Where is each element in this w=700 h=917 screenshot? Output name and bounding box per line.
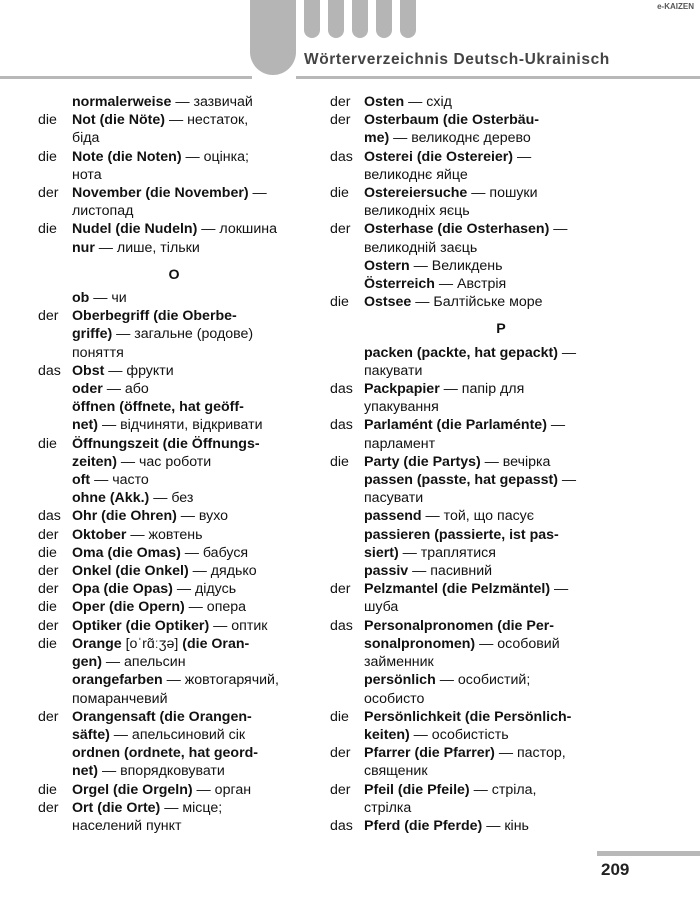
article: die [38,112,57,129]
dictionary-entry-line [330,220,672,238]
dictionary-entry-line [38,507,310,525]
translation: пасувати [364,490,424,507]
translation: — місце; [160,799,223,816]
article: die [38,221,57,238]
dictionary-entry-line [330,184,672,202]
dictionary-entry-line [330,653,672,671]
headword: Ostsee [364,294,412,311]
headword: ordnen (ordnete, hat geord- [72,745,259,762]
headword: griffe) [72,326,113,343]
translation: — той, що пасує [421,508,535,525]
dictionary-entry-line [38,617,310,635]
translation: — Австрія [434,276,507,293]
headword: orangefarben [72,672,163,689]
article: der [38,185,59,202]
headword: ohne (Akk.) [72,490,150,507]
dictionary-entry-line [38,762,310,780]
headword: nur [72,239,95,256]
headword: Pferd (die Pferde) [364,817,483,834]
headword: keiten) [364,726,410,743]
article: der [38,799,59,816]
translation: помаранчевий [72,690,168,707]
article: der [38,308,59,325]
dictionary-entry-line [330,202,672,220]
translation: — жовтогарячий, [162,672,279,689]
dictionary-entry-line [330,708,672,726]
dictionary-entry-line [38,781,310,799]
headword: Packpapier [364,381,440,398]
headword: Ohr (die Ohren) [72,508,177,525]
dictionary-entry-line [38,635,310,653]
dictionary-entry-line [38,671,310,689]
translation: — [549,221,568,238]
dictionary-entry-line [330,544,672,562]
dictionary-entry-line [330,362,672,380]
dictionary-entry-line [38,562,310,580]
translation: — [550,581,569,598]
headword: Pfarrer (die Pfarrer) [364,745,495,762]
dictionary-entry-line [330,435,672,453]
translation: — бабуся [180,544,249,561]
headword: net) [72,417,99,434]
dictionary-entry-line [330,799,672,817]
dictionary-column-right [330,93,672,835]
article: der [38,581,59,598]
translation: — дідусь [172,581,237,598]
translation: — опера [184,599,247,616]
dictionary-entry-line [38,653,310,671]
translation: — відчиняти, відкривати [98,417,263,434]
translation: — [557,344,577,361]
article: das [330,148,353,165]
article: der [38,526,59,543]
dictionary-entry-line [38,184,310,202]
headword: Oberbegriff (die Oberbe- [72,308,237,325]
dictionary-entry-line [38,111,310,129]
article: der [330,221,351,238]
dictionary-entry-line [330,526,672,544]
dictionary-entry-line [330,489,672,507]
dictionary-entry-line [330,671,672,689]
headword: Ostern [364,257,410,274]
translation: — пастор, [494,745,566,762]
translation: біда [72,130,100,147]
page-number: 209 [601,860,630,879]
translation: — [557,472,577,489]
headword: Osterei (die Ostereier) [364,148,514,165]
dictionary-entry-line [38,744,310,762]
header-stripe [352,0,368,38]
translation: — кінь [482,817,529,834]
translation: пакувати [364,362,423,379]
translation: священик [364,763,428,780]
translation: листопад [72,203,134,220]
article: das [330,817,353,834]
headword: Obst [72,362,105,379]
translation: великодніх яєць [364,203,470,220]
translation: — особистість [409,726,509,743]
article: die [38,599,57,616]
dictionary-entry-line [330,129,672,147]
dictionary-entry-line [38,129,310,147]
headword: ob [72,290,90,307]
translation: — стріла, [469,781,537,798]
dictionary-entry-line [38,799,310,817]
dictionary-entry-line [330,380,672,398]
translation: — вечірка [480,453,551,470]
headword: Personalpronomen (die Per- [364,617,554,634]
headword: Osterhase (die Osterhasen) [364,221,550,238]
translation: — папір для [439,381,525,398]
dictionary-entry-line [38,239,310,257]
dictionary-entry-line [330,507,672,525]
article: das [38,362,61,379]
headword: oder [72,381,103,398]
page-header [0,0,700,80]
dictionary-entry-line [330,690,672,708]
article: die [38,148,57,165]
dictionary-entry-line [330,257,672,275]
translation: великоднє яйце [364,166,468,183]
dictionary-column-left [38,93,310,835]
headword: Oper (die Opern) [72,599,185,616]
dictionary-entry-line [330,453,672,471]
header-stripe [328,0,344,38]
headword-plural: (die Oran- [182,635,250,652]
alphabet-letter-heading: O [168,266,180,283]
headword: öffnen (öffnete, hat geöff- [72,399,244,416]
article: die [330,185,349,202]
alphabet-letter-heading: P [496,321,506,338]
dictionary-entry-line [38,435,310,453]
translation: — [546,417,566,434]
dictionary-entry-line [38,580,310,598]
dictionary-entry-line [38,148,310,166]
article: die [330,453,349,470]
dictionary-entry-line [38,289,310,307]
translation: — пошуки [467,185,538,202]
headword: packen (packte, hat gepackt) [364,344,558,361]
dictionary-entry-line [330,275,672,293]
dictionary-entry-line [330,239,672,257]
translation: — час роботи [116,453,212,470]
article: der [38,563,59,580]
dictionary-entry-line [330,111,672,129]
translation: займенник [364,654,434,671]
translation: — Балтійське море [411,294,543,311]
translation: — жовтень [126,526,203,543]
article: der [330,781,351,798]
article: das [38,508,61,525]
headword: Osten [364,94,405,110]
article: die [38,635,57,652]
dictionary-entry-line [38,380,310,398]
translation: — чи [89,290,127,307]
dictionary-entry-line [38,489,310,507]
dictionary-entry-line [38,307,310,325]
article: die [38,544,57,561]
dictionary-entry-line [330,416,672,434]
article: der [330,745,351,762]
translation: — оптик [209,617,268,634]
dictionary-entry-line [330,293,672,311]
header-rule-right [296,76,700,79]
headword: Ostereiersuche [364,185,468,202]
headword: Opa (die Opas) [72,581,173,598]
headword: Note (die Noten) [72,148,182,165]
translation: населений пункт [72,817,182,834]
dictionary-entry-line [330,562,672,580]
translation: — оцінка; [181,148,249,165]
article: die [330,294,349,311]
dictionary-entry-line [38,526,310,544]
article: der [38,708,59,725]
dictionary-entry-line [38,325,310,343]
dictionary-entry-line [38,453,310,471]
headword: gen) [72,654,102,671]
dictionary-entry-line [38,726,310,744]
headword: Orangensaft (die Orangen- [72,708,252,725]
dictionary-entry-line [38,398,310,416]
translation: шуба [364,599,399,616]
dictionary-entry-line [330,471,672,489]
translation: нота [72,166,102,183]
translation: — або [102,381,149,398]
headword: Orange [72,635,122,652]
dictionary-entry-line [330,93,672,111]
dictionary-entry-line [330,617,672,635]
headword: Osterbaum (die Osterbäu- [364,112,540,129]
headword: säfte) [72,726,110,743]
dictionary-entry-line [330,635,672,653]
dictionary-entry-line [38,708,310,726]
translation: — нестаток, [165,112,249,129]
dictionary-entry-line [38,344,310,362]
headword: zeiten) [72,453,117,470]
dictionary-entry-line [330,398,672,416]
dictionary-entry-line [330,762,672,780]
headword: normalerweise [72,94,172,110]
headword: Party (die Partys) [364,453,481,470]
headword: Ort (die Orte) [72,799,161,816]
translation: — впорядковувати [98,763,225,780]
translation: — пасивний [408,563,493,580]
dictionary-entry-line [330,148,672,166]
headword: oft [72,472,91,489]
dictionary-entry-line [330,344,672,362]
translation: — [248,185,267,202]
headword: Onkel (die Onkel) [72,563,189,580]
header-tab-shape [250,0,296,75]
header-stripe [376,0,392,38]
header-stripe [400,0,416,38]
headword: siert) [364,544,399,561]
article: das [330,417,353,434]
dictionary-entry-line [38,690,310,708]
translation: — дядько [188,563,257,580]
translation: — траплятися [398,544,496,561]
headword: Pelzmantel (die Pelzmäntel) [364,581,551,598]
article: die [38,781,57,798]
translation: поняття [72,344,124,361]
article: der [38,617,59,634]
headword: me) [364,130,390,147]
dictionary-entry-line [330,817,672,835]
article: der [330,581,351,598]
headword: Not (die Nöte) [72,112,165,129]
header-stripe [304,0,320,38]
headword: passen (passte, hat gepasst) [364,472,558,489]
headword: Optiker (die Optiker) [72,617,210,634]
header-rule-left [0,76,252,79]
publisher-logo: e-KAIZEN [657,2,694,11]
dictionary-entry-line [330,166,672,184]
headword: November (die November) [72,185,249,202]
translation: упакування [364,399,439,416]
translation: — лише, тільки [94,239,200,256]
translation: — часто [90,472,149,489]
headword: passiv [364,563,409,580]
dictionary-entry-line [38,362,310,380]
pronunciation: [oˈrɑ̃ːʒə] [121,635,183,652]
section-title: Wörterverzeichnis Deutsch-Ukrainisch [304,51,610,68]
article: der [330,94,351,110]
translation: — локшина [197,221,277,238]
headword: Oktober [72,526,127,543]
headword: persönlich [364,672,436,689]
dictionary-entry-line [38,202,310,220]
translation: — орган [192,781,252,798]
translation: — Великдень [409,257,503,274]
headword: net) [72,763,99,780]
headword: Pfeil (die Pfeile) [364,781,470,798]
translation: — апельсиновий сік [109,726,246,743]
translation: — апельсин [101,654,186,671]
dictionary-entry-line [38,817,310,835]
translation: — зазвичай [171,94,253,110]
headword: Orgel (die Orgeln) [72,781,193,798]
dictionary-entry-line [38,471,310,489]
dictionary-entry-line [38,93,310,111]
headword: Oma (die Omas) [72,544,181,561]
dictionary-entry-line [38,598,310,616]
dictionary-entry-line [38,166,310,184]
translation: стрілка [364,799,412,816]
headword: Parlamént (die Parlaménte) [364,417,547,434]
headword: Österreich [364,276,435,293]
translation: особисто [364,690,425,707]
headword: sonalpronomen) [364,635,476,652]
headword: Öffnungszeit (die Öffnungs- [72,435,260,452]
dictionary-entry-line [38,220,310,238]
article: die [330,708,349,725]
dictionary-entry-line [330,744,672,762]
translation: — великоднє дерево [389,130,531,147]
dictionary-entry-line [330,781,672,799]
dictionary-entry-line [38,416,310,434]
dictionary-entry-line [38,544,310,562]
footer-rule [597,851,700,856]
headword: Persönlichkeit (die Persönlich- [364,708,572,725]
translation: — схід [404,94,452,110]
headword: Nudel (die Nudeln) [72,221,198,238]
article: die [38,435,57,452]
translation: великодній заєць [364,239,478,256]
article: das [330,381,353,398]
article: der [330,112,351,129]
dictionary-entry-line [330,726,672,744]
dictionary-entry-line [330,580,672,598]
translation: — [513,148,532,165]
translation: — особистий; [435,672,531,689]
translation: парламент [364,435,436,452]
translation: — загальне (родове) [112,326,254,343]
article: das [330,617,353,634]
headword: passieren (passierte, ist pas- [364,526,559,543]
translation: — фрукти [104,362,174,379]
translation: — особовий [475,635,560,652]
translation: — без [149,490,194,507]
translation: — вухо [176,508,229,525]
headword: passend [364,508,422,525]
dictionary-entry-line [330,598,672,616]
